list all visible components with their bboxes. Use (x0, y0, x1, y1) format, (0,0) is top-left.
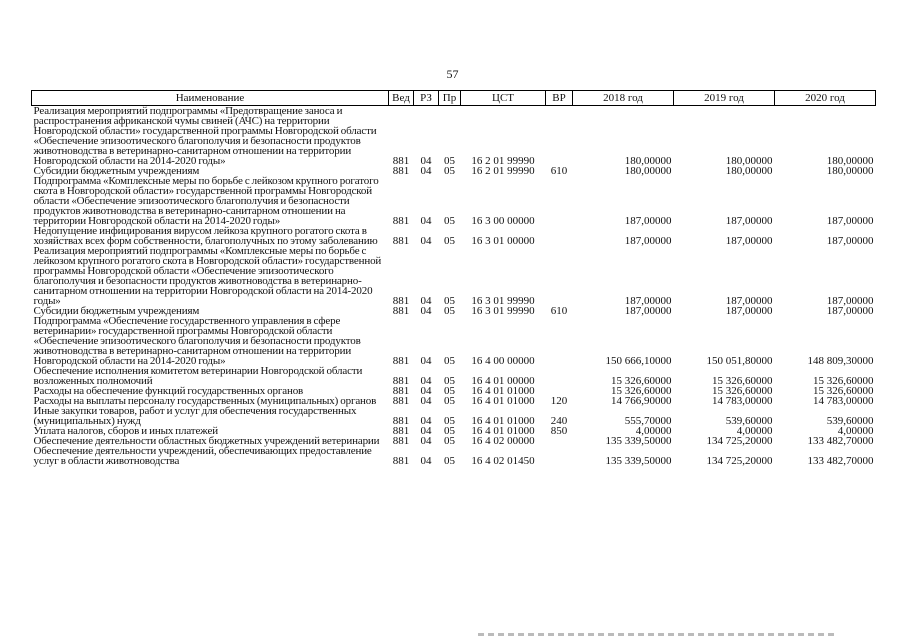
row-name: Расходы на выплаты персоналу государственных (муниципальных) органов (33, 395, 377, 407)
row-name: Иные закупки товаров, работ и услуг для обеспечения государственных (муниципальных) нужд (33, 405, 357, 427)
row-cst: 16 2 01 99990 (471, 155, 535, 167)
row-cst: 16 4 01 01000 (471, 395, 535, 407)
header-name: Наименование (32, 91, 389, 106)
row-cst: 16 3 01 99990 (471, 295, 535, 307)
row-name: Обеспечение исполнения комитетом ветеринарии Новгородской области возложенных полномочий (33, 365, 363, 387)
row-rz: 04 (420, 375, 432, 387)
row-rz: 04 (420, 155, 432, 167)
row-vr: 240 (550, 415, 568, 427)
row-2019: 187,00000 (725, 235, 773, 247)
header-vr: ВР (546, 91, 573, 106)
row-2020: 187,00000 (826, 215, 874, 227)
row-pr: 05 (444, 425, 455, 437)
header-2018: 2018 год (573, 91, 674, 106)
row-rz: 04 (420, 415, 432, 427)
page-number: 57 (446, 67, 459, 81)
row-ved: 881 (392, 455, 410, 467)
table-row (32, 106, 876, 167)
row-rz: 04 (420, 435, 432, 447)
row-name: Подпрограмма «Комплексные меры по борьбе с лейкозом крупного рогатого скота в Новгородской области» государственной программы Новгородской области «Обеспечение эпизоотического благополучия и безопасности продуктов животноводства в ветеринарно-санитарном отношении на территории Новгородской области на 2014-2020 годы» (33, 175, 379, 227)
row-vr (546, 316, 573, 366)
row-2020: 15 326,60000 (813, 375, 874, 387)
row-vr (546, 366, 573, 386)
table-row (32, 226, 876, 246)
row-2018: 180,00000 (624, 165, 672, 177)
row-name: Реализация мероприятий подпрограммы «Предотвращение заноса и распространения африканской чумы свиней (АЧС) на территории Новгородской области» государственной программы Новгородской области «Обеспечение эпизоотического благополучия и безопасности продуктов животноводства в ветеринарно-санитарном отношении на территории Новгородской области на 2014-2020 годы» (33, 105, 377, 167)
row-2019: 180,00000 (725, 155, 773, 167)
row-rz: 04 (420, 165, 432, 177)
row-vr: 120 (550, 395, 568, 407)
row-pr: 05 (444, 355, 455, 367)
row-pr: 05 (444, 155, 455, 167)
row-rz: 04 (420, 355, 432, 367)
row-2020: 4,00000 (837, 425, 874, 437)
row-pr: 05 (444, 215, 455, 227)
row-ved: 881 (392, 385, 410, 397)
row-2020: 14 783,00000 (813, 395, 874, 407)
row-2018: 187,00000 (624, 235, 672, 247)
row-cst: 16 4 02 01450 (471, 455, 535, 467)
row-2019: 539,60000 (725, 415, 773, 427)
row-name: Субсидии бюджетным учреждениям (33, 165, 200, 177)
row-vr: 610 (550, 305, 568, 317)
row-2019: 134 725,20000 (706, 435, 773, 447)
row-2018: 150 666,10000 (605, 355, 672, 367)
row-2020: 187,00000 (826, 305, 874, 317)
row-name: Обеспечение деятельности областных бюджетных учреждений ветеринарии (33, 435, 380, 447)
row-ved: 881 (392, 165, 410, 177)
row-rz: 04 (420, 305, 432, 317)
row-name: Субсидии бюджетным учреждениям (33, 305, 200, 317)
row-2018: 555,70000 (624, 415, 672, 427)
row-cst: 16 4 00 00000 (471, 355, 535, 367)
row-2019: 134 725,20000 (706, 455, 773, 467)
row-vr: 850 (550, 425, 568, 437)
row-pr: 05 (444, 435, 455, 447)
row-2019: 187,00000 (725, 215, 773, 227)
row-ved: 881 (392, 305, 410, 317)
table-header-row (32, 91, 876, 106)
row-2018: 187,00000 (624, 215, 672, 227)
row-2019: 180,00000 (725, 165, 773, 177)
row-2018: 15 326,60000 (611, 375, 672, 387)
row-2020: 539,60000 (826, 415, 874, 427)
row-cst: 16 2 01 99990 (471, 165, 535, 177)
row-ved: 881 (392, 355, 410, 367)
row-name: Расходы на обеспечение функций государственных органов (33, 385, 304, 397)
row-name: Обеспечение деятельности учреждений, обеспечивающих предоставление услуг в области животноводства (33, 445, 372, 467)
table-row (32, 176, 876, 226)
row-2019: 14 783,00000 (712, 395, 773, 407)
row-rz: 04 (420, 385, 432, 397)
header-2020: 2020 год (775, 91, 876, 106)
row-pr: 05 (444, 305, 455, 317)
row-2020: 148 809,30000 (807, 355, 874, 367)
row-2020: 180,00000 (826, 165, 874, 177)
row-2018: 135 339,50000 (605, 455, 672, 467)
row-pr: 05 (444, 415, 455, 427)
row-cst: 16 3 00 00000 (471, 215, 535, 227)
header-2019: 2019 год (674, 91, 775, 106)
row-pr: 05 (444, 385, 455, 397)
budget-table (31, 90, 876, 466)
row-cst: 16 4 02 00000 (471, 435, 535, 447)
row-pr: 05 (444, 455, 455, 467)
row-2020: 133 482,70000 (807, 435, 874, 447)
row-rz: 04 (420, 235, 432, 247)
row-ved: 881 (392, 235, 410, 247)
scan-artifact-line (478, 633, 838, 636)
row-ved: 881 (392, 215, 410, 227)
row-pr: 05 (444, 375, 455, 387)
row-cst: 16 4 01 00000 (471, 375, 535, 387)
row-vr (546, 176, 573, 226)
row-vr (546, 446, 573, 466)
row-rz: 04 (420, 295, 432, 307)
row-ved: 881 (392, 155, 410, 167)
row-rz: 04 (420, 455, 432, 467)
row-ved: 881 (392, 375, 410, 387)
row-2018: 4,00000 (635, 425, 672, 437)
row-cst: 16 4 01 01000 (471, 425, 535, 437)
row-2020: 187,00000 (826, 235, 874, 247)
row-cst: 16 3 01 00000 (471, 235, 535, 247)
row-2019: 187,00000 (725, 295, 773, 307)
row-ved: 881 (392, 425, 410, 437)
row-2018: 135 339,50000 (605, 435, 672, 447)
row-2018: 180,00000 (624, 155, 672, 167)
row-name: Реализация мероприятий подпрограммы «Комплексные меры по борьбе с лейкозом крупного рогатого скота в Новгородской области» государственной программы Новгородской области «Обеспечение эпизоотического благополучия и безопасности продуктов животноводства в ветеринарно-санитарном отношении на территории Новгородской области на 2014-2020 годы» (33, 245, 382, 307)
row-vr: 610 (550, 165, 568, 177)
row-rz: 04 (420, 395, 432, 407)
table-row (32, 316, 876, 366)
table-row (32, 246, 876, 306)
header-ved: Вед (389, 91, 414, 106)
row-2018: 14 766,90000 (611, 395, 672, 407)
row-cst: 16 4 01 01000 (471, 385, 535, 397)
row-ved: 881 (392, 295, 410, 307)
row-vr (546, 226, 573, 246)
row-rz: 04 (420, 215, 432, 227)
header-rz: РЗ (414, 91, 439, 106)
row-pr: 05 (444, 235, 455, 247)
row-name: Недопущение инфицирования вирусом лейкоза крупного рогатого скота в хозяйствах всех форм собственности, благополучных по этому заболеванию (33, 225, 378, 247)
row-2018: 187,00000 (624, 295, 672, 307)
row-pr: 05 (444, 395, 455, 407)
row-vr (546, 246, 573, 306)
table-row (32, 366, 876, 386)
row-2020: 187,00000 (826, 295, 874, 307)
row-rz: 04 (420, 425, 432, 437)
row-pr: 05 (444, 165, 455, 177)
row-2020: 133 482,70000 (807, 455, 874, 467)
row-ved: 881 (392, 395, 410, 407)
table-row (32, 446, 876, 466)
row-2019: 15 326,60000 (712, 375, 773, 387)
row-2019: 4,00000 (736, 425, 773, 437)
header-cst: ЦСТ (461, 91, 546, 106)
row-ved: 881 (392, 435, 410, 447)
row-cst: 16 3 01 99990 (471, 305, 535, 317)
row-name: Уплата налогов, сборов и иных платежей (33, 425, 218, 437)
row-2019: 150 051,80000 (706, 355, 773, 367)
row-pr: 05 (444, 295, 455, 307)
row-ved: 881 (392, 415, 410, 427)
header-pr: Пр (439, 91, 461, 106)
row-2020: 15 326,60000 (813, 385, 874, 397)
row-2019: 15 326,60000 (712, 385, 773, 397)
row-cst: 16 4 01 01000 (471, 415, 535, 427)
row-2019: 187,00000 (725, 305, 773, 317)
row-2018: 187,00000 (624, 305, 672, 317)
table-row (32, 406, 876, 426)
row-name: Подпрограмма «Обеспечение государственного управления в сфере ветеринарии» государственной программы Новгородской области «Обеспечение эпизоотического благополучия и безопасности продуктов животноводства в ветеринарно-санитарном отношении на территории Новгородской области на 2014-2020 годы» (33, 315, 361, 367)
row-2018: 15 326,60000 (611, 385, 672, 397)
row-vr (546, 106, 573, 167)
row-vr (546, 436, 573, 446)
row-2020: 180,00000 (826, 155, 874, 167)
